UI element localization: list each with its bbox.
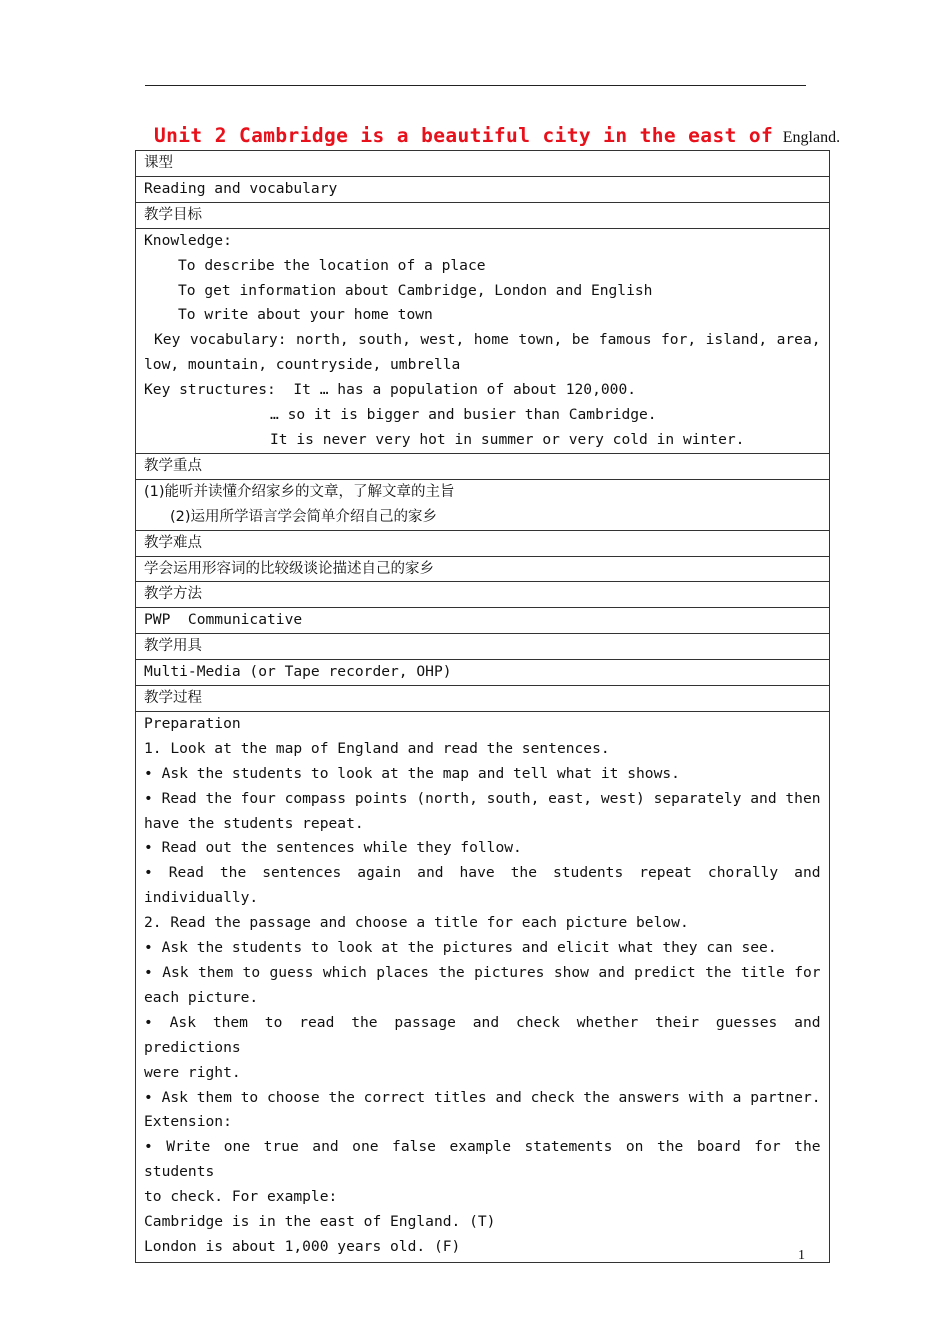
objective-item: To describe the location of a place xyxy=(178,256,486,274)
key-vocabulary-line: Key vocabulary: north, south, west, home town, be famous for, island, area, xyxy=(154,331,821,349)
process-line: Extension: xyxy=(144,1113,232,1131)
table-row xyxy=(136,634,830,660)
key-vocabulary-line: low, mountain, countryside, umbrella xyxy=(144,356,461,374)
lesson-plan-table xyxy=(135,150,830,1263)
page-number: 1 xyxy=(798,1248,805,1263)
key-structures-line: … so it is bigger and busier than Cambridge. xyxy=(270,406,657,424)
table-row xyxy=(136,660,830,686)
key-point-item: (1)能听并读懂介绍家乡的文章，了解文章的主旨 xyxy=(144,483,455,500)
key-points-label: 教学重点 xyxy=(136,453,830,479)
table-row xyxy=(136,479,830,530)
process-line: 2. Read the passage and choose a title for each picture below. xyxy=(144,914,689,932)
process-line: • Ask them to guess which places the pictures show and predict the title for xyxy=(144,964,821,981)
process-content xyxy=(136,711,830,1262)
process-line: each picture. xyxy=(144,988,259,1006)
table-row xyxy=(136,453,830,479)
methods-content: PWP Communicative xyxy=(136,608,830,634)
course-type-value: Reading and vocabulary xyxy=(136,176,830,202)
objectives-label: 教学目标 xyxy=(136,202,830,228)
process-line: individually. xyxy=(144,889,259,907)
process-line: • Write one true and one false example statements on the board for the students xyxy=(144,1138,821,1181)
key-points-content xyxy=(136,479,830,530)
objective-item: To get information about Cambridge, London and English xyxy=(178,281,653,299)
title-tail: England. xyxy=(782,129,841,146)
header-rule xyxy=(145,85,806,86)
title-main: Unit 2 Cambridge is a beautiful city in the east of xyxy=(154,124,774,147)
document-title xyxy=(154,124,840,147)
table-row xyxy=(136,556,830,582)
process-line: • Ask them to read the passage and check whether their guesses and predictions xyxy=(144,1013,821,1056)
key-structures-line: Key structures: It … has a population of about 120,000. xyxy=(144,381,637,399)
process-line: were right. xyxy=(144,1063,241,1081)
table-row xyxy=(136,711,830,1262)
process-line: • Ask the students to look at the pictures and elicit what they can see. xyxy=(144,939,777,957)
process-line: • Ask them to choose the correct titles and check the answers with a partner. xyxy=(144,1088,821,1106)
process-line: 1. Look at the map of England and read the sentences. xyxy=(144,739,610,757)
process-line: • Ask the students to look at the map and tell what it shows. xyxy=(144,764,680,782)
table-row xyxy=(136,151,830,177)
course-type-label: 课型 xyxy=(136,151,830,177)
process-line: • Read the sentences again and have the students repeat chorally and xyxy=(144,864,821,882)
difficulties-label: 教学难点 xyxy=(136,530,830,556)
process-line: Cambridge is in the east of England. (T) xyxy=(144,1213,496,1231)
objective-item: To write about your home town xyxy=(178,306,433,324)
tools-label: 教学用具 xyxy=(136,634,830,660)
process-line: London is about 1,000 years old. (F) xyxy=(144,1237,461,1255)
process-line: to check. For example: xyxy=(144,1188,338,1206)
tools-content: Multi-Media (or Tape recorder, OHP) xyxy=(136,660,830,686)
table-row xyxy=(136,202,830,228)
table-row xyxy=(136,686,830,712)
process-line: • Read the four compass points (north, south, east, west) separately and then xyxy=(144,789,821,807)
knowledge-heading: Knowledge: xyxy=(144,231,232,249)
difficulties-content: 学会运用形容词的比较级谈论描述自己的家乡 xyxy=(136,556,830,582)
table-row xyxy=(136,582,830,608)
table-row xyxy=(136,228,830,453)
process-line: • Read out the sentences while they follow. xyxy=(144,839,522,857)
key-structures-line: It is never very hot in summer or very cold in winter. xyxy=(270,430,745,448)
table-row xyxy=(136,176,830,202)
process-line: Preparation xyxy=(144,714,241,732)
objectives-content xyxy=(136,228,830,453)
key-point-item: (2)运用所学语言学会简单介绍自己的家乡 xyxy=(170,508,438,525)
table-row xyxy=(136,530,830,556)
process-line: have the students repeat. xyxy=(144,814,364,832)
process-label: 教学过程 xyxy=(136,686,830,712)
methods-label: 教学方法 xyxy=(136,582,830,608)
table-row xyxy=(136,608,830,634)
